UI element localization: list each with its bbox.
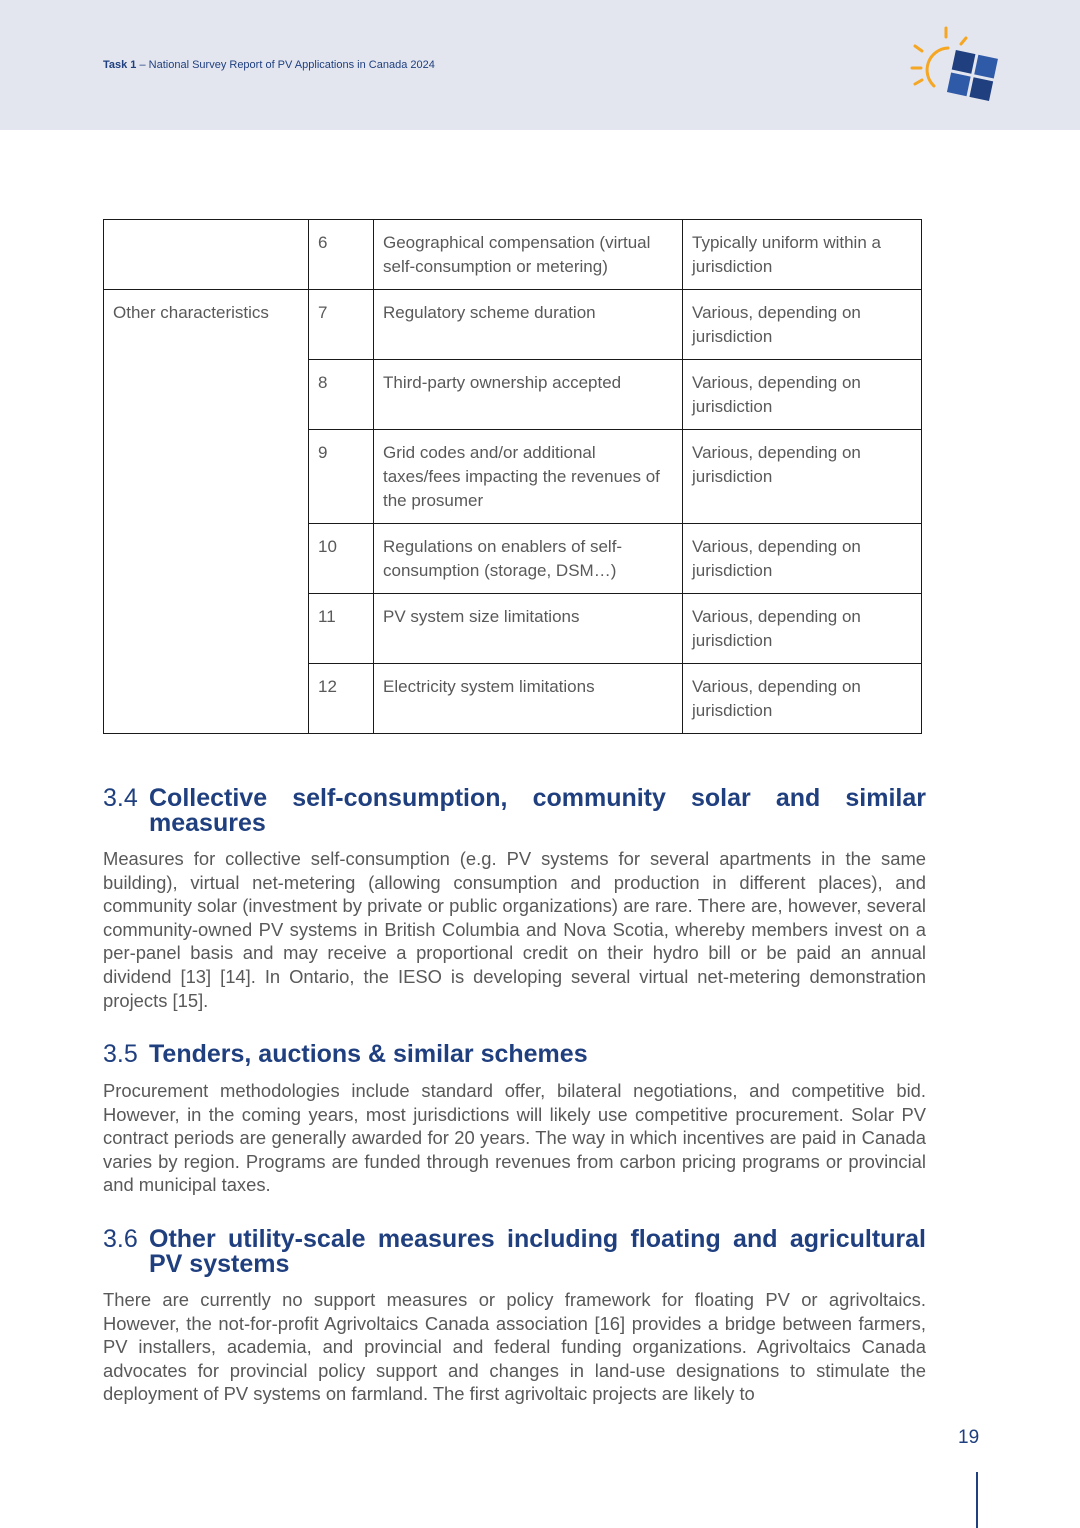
page-margin-rule xyxy=(976,1472,978,1528)
section-paragraph: There are currently no support measures or policy framework for floating PV or agrivoltaics. However, the not-for-profit Agrivoltaics Canada association [16] provides a bridge between farmers, PV installers, academia, and provincial and federal funding organizations. Agrivoltaics Canada advocates for provincial policy support and changes in land-use designations to stimulate the deployment of PV systems on farmland. The first agrivoltaic projects are likely to xyxy=(103,1289,926,1405)
row-number: 12 xyxy=(309,664,374,734)
row-value: Various, depending on jurisdiction xyxy=(683,664,922,734)
row-number: 11 xyxy=(309,594,374,664)
row-number: 10 xyxy=(309,524,374,594)
section-number: 3.5 xyxy=(103,1040,138,1068)
section-title: Tenders, auctions & similar schemes xyxy=(149,1040,588,1068)
row-criterion: Geographical compensation (virtual self-consumption or metering) xyxy=(374,220,683,290)
row-criterion: Third-party ownership accepted xyxy=(374,360,683,430)
table-cell-empty xyxy=(104,220,309,290)
section-title: Other utility-scale measures including floating and agricultural xyxy=(149,1225,926,1253)
row-value: Various, depending on jurisdiction xyxy=(683,594,922,664)
row-number: 7 xyxy=(309,290,374,360)
table-row xyxy=(104,220,922,290)
section-paragraph: Procurement methodologies include standard offer, bilateral negotiations, and competitive bid. However, in the coming years, most jurisdictions will likely use competitive procurement. Solar PV contract periods are generally awarded for 20 years. The way in which incentives are paid in Canada varies by region. Programs are funded through revenues from carbon pricing programs or provincial and municipal taxes. xyxy=(103,1080,926,1196)
section-heading xyxy=(103,786,926,836)
row-criterion: Regulatory scheme duration xyxy=(374,290,683,360)
table-row xyxy=(104,290,922,360)
row-criterion: PV system size limitations xyxy=(374,594,683,664)
self-consumption-criteria-table xyxy=(103,219,922,734)
section-heading xyxy=(103,1227,926,1277)
header-title-text: – National Survey Report of PV Applications in Canada 2024 xyxy=(136,59,435,71)
row-criterion: Electricity system limitations xyxy=(374,664,683,734)
row-group-label: Other characteristics xyxy=(104,290,309,734)
row-criterion: Regulations on enablers of self-consumption (storage, DSM…) xyxy=(374,524,683,594)
row-criterion: Grid codes and/or additional taxes/fees impacting the revenues of the prosumer xyxy=(374,430,683,524)
header-title xyxy=(103,59,435,71)
page-header xyxy=(0,0,1080,130)
row-value: Various, depending on jurisdiction xyxy=(683,290,922,360)
section-title-continued: measures xyxy=(149,809,266,837)
section-number: 3.6 xyxy=(103,1225,138,1253)
sun-solar-panel-logo-icon xyxy=(908,24,1004,112)
row-value: Typically uniform within a jurisdiction xyxy=(683,220,922,290)
section-title: Collective self-consumption, community solar and similar xyxy=(149,784,926,812)
row-number: 6 xyxy=(309,220,374,290)
page-number: 19 xyxy=(958,1427,980,1448)
row-number: 8 xyxy=(309,360,374,430)
section-number: 3.4 xyxy=(103,784,138,812)
section-title-continued: PV systems xyxy=(149,1250,290,1278)
row-number: 9 xyxy=(309,430,374,524)
row-value: Various, depending on jurisdiction xyxy=(683,430,922,524)
section-heading xyxy=(103,1042,926,1067)
section-paragraph: Measures for collective self-consumption (e.g. PV systems for several apartments in the same building), virtual net-metering (allowing consumption and production in different places), and community solar (investment by private or public organizations) are rare. There are, however, several community-owned PV systems in British Columbia and Nova Scotia, whereby members invest on a per-panel basis and may receive a proportional credit on their hydro bill or be paid an annual dividend [13] [14]. In Ontario, the IESO is developing several virtual net-metering demonstration projects [15]. xyxy=(103,848,926,1011)
row-value: Various, depending on jurisdiction xyxy=(683,360,922,430)
row-value: Various, depending on jurisdiction xyxy=(683,524,922,594)
header-task-label: Task 1 xyxy=(103,59,137,71)
